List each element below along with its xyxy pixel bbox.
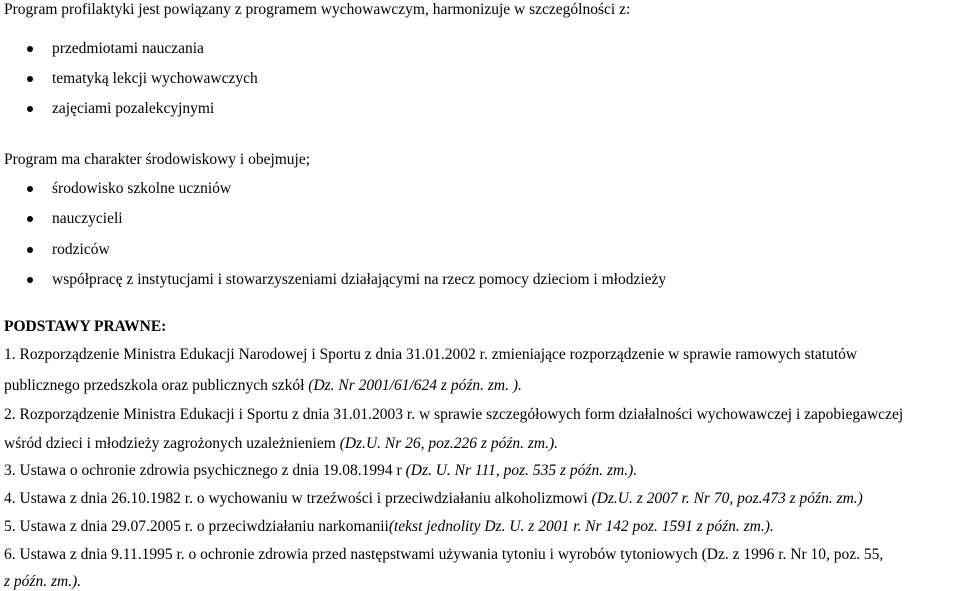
law-5-text: 5. Ustawa z dnia 29.07.2005 r. o przeciwdziałaniu narkomanii (4, 518, 389, 535)
law-3-text: 3. Ustawa o ochronie zdrowia psychicznego z dnia 19.08.1994 r (4, 462, 406, 479)
law-4 (4, 490, 863, 508)
law-2-line-2 (4, 435, 558, 453)
law-1-citation: (Dz. Nr 2001/61/624 z późn. zm. ). (308, 377, 522, 394)
list-item: środowisko szkolne uczniów (52, 180, 232, 197)
bullet-icon (27, 247, 33, 253)
law-6-line-1: 6. Ustawa z dnia 9.11.1995 r. o ochronie zdrowia przed następstwami używania tytoniu i wyrobów tytoniowych (Dz. z 1996 r. Nr 10, poz. 55, (4, 546, 884, 563)
law-1-line-1: 1. Rozporządzenie Ministra Edukacji Narodowej i Sportu z dnia 31.01.2002 r. zmieniające rozporządzenie w sprawie ramowych statutów (4, 346, 858, 363)
law-3-citation: (Dz. U. Nr 111, poz. 535 z późn. zm.). (405, 462, 638, 479)
law-2-citation: (Dz.U. Nr 26, poz.226 z późn. zm.). (339, 435, 558, 452)
list-item: rodziców (52, 241, 110, 258)
list-item: nauczycieli (52, 210, 123, 227)
law-2-line-1: 2. Rozporządzenie Ministra Edukacji i Sportu z dnia 31.01.2003 r. w sprawie szczegółowych form działalności wychowawczej i zapobiegawczej (4, 406, 904, 423)
intro2-text: Program ma charakter środowiskowy i obejmuje; (4, 151, 311, 168)
bullet-icon (27, 186, 33, 192)
law-2-text: wśród dzieci i młodzieży zagrożonych uzależnieniem (4, 435, 340, 452)
bullet-icon (27, 277, 33, 283)
law-3 (4, 462, 637, 480)
bullet-icon (27, 106, 33, 112)
law-1-line-2 (4, 377, 522, 395)
law-4-citation: (Dz.U. z 2007 r. Nr 70, poz.473 z późn. zm.) (591, 490, 863, 507)
law-5 (4, 518, 774, 536)
list-item: tematyką lekcji wychowawczych (52, 70, 258, 87)
legal-basis-heading: PODSTAWY PRAWNE: (4, 318, 167, 335)
list-item: współpracę z instytucjami i stowarzyszeniami działającymi na rzecz pomocy dzieciom i młodzieży (52, 271, 667, 288)
law-1-text: publicznego przedszkola oraz publicznych szkół (4, 377, 309, 394)
law-6-citation: z późn. zm.). (4, 573, 82, 590)
law-5-citation: (tekst jednolity Dz. U. z 2001 r. Nr 142 poz. 1591 z późn. zm.). (388, 518, 774, 535)
intro-text: Program profilaktyki jest powiązany z programem wychowawczym, harmonizuje w szczególności z: (4, 1, 631, 18)
bullet-icon (27, 216, 33, 222)
law-6-line-2 (4, 573, 81, 591)
bullet-icon (27, 76, 33, 82)
list-item: przedmiotami nauczania (52, 40, 204, 57)
list-item: zajęciami pozalekcyjnymi (52, 100, 215, 117)
law-4-text: 4. Ustawa z dnia 26.10.1982 r. o wychowaniu w trzeźwości i przeciwdziałaniu alkoholizmowi (4, 490, 592, 507)
bullet-icon (27, 46, 33, 52)
